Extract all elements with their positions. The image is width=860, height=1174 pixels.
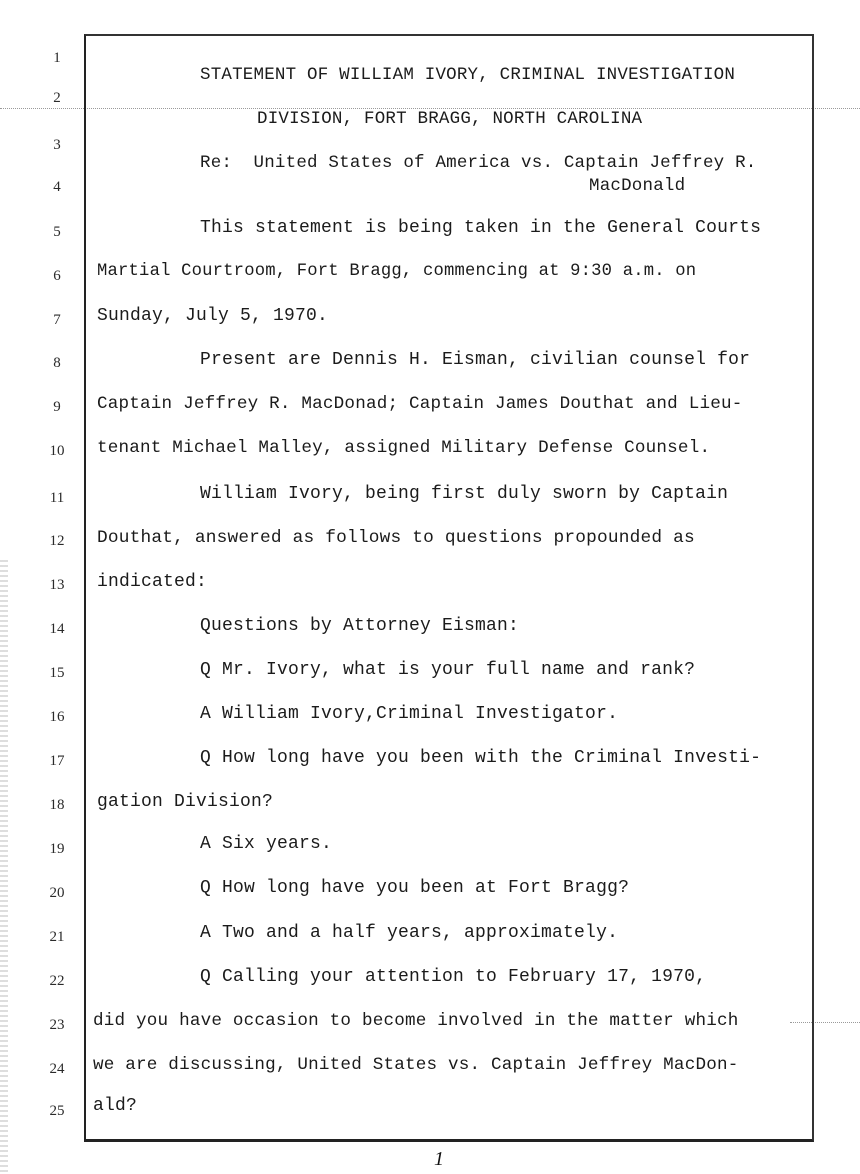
line-number: 10: [49, 443, 65, 459]
line-number: 12: [49, 533, 65, 549]
scan-edge-artifact: [0, 560, 8, 1174]
line-number: 4: [53, 179, 61, 195]
case-reference-line: Re: United States of America vs. Captain Jeffrey R.: [200, 153, 757, 173]
line-number: 1: [53, 50, 61, 66]
line-number: 25: [49, 1103, 65, 1119]
answer-line: A Six years.: [200, 834, 333, 854]
body-text-line: Captain Jeffrey R. MacDonad; Captain James Douthat and Lieu-: [97, 394, 743, 414]
answer-line: A William Ivory,Criminal Investigator.: [200, 704, 619, 724]
section-heading-line: Questions by Attorney Eisman:: [200, 616, 520, 636]
line-number: 11: [49, 490, 65, 506]
line-number: 23: [49, 1017, 65, 1033]
line-number: 20: [49, 885, 65, 901]
line-number: 6: [53, 268, 61, 284]
line-number: 22: [49, 973, 65, 989]
line-number: 21: [49, 929, 65, 945]
body-text-line: Martial Courtroom, Fort Bragg, commencing at 9:30 a.m. on: [97, 262, 697, 281]
line-number: 3: [53, 137, 61, 153]
line-number: 7: [53, 312, 61, 328]
line-number: 19: [49, 841, 65, 857]
question-line: Q Mr. Ivory, what is your full name and rank?: [200, 660, 696, 680]
question-line: Q Calling your attention to February 17, 1970,: [200, 967, 707, 987]
line-number: 17: [49, 753, 65, 769]
line-number: 15: [49, 665, 65, 681]
body-text-line: Douthat, answered as follows to questions propounded as: [97, 528, 695, 548]
page-number: 1: [434, 1148, 444, 1170]
line-number: 16: [49, 709, 65, 725]
body-text-line: tenant Michael Malley, assigned Military Defense Counsel.: [97, 438, 711, 458]
case-reference-line: MacDonald: [589, 176, 686, 196]
line-number: 2: [53, 90, 61, 106]
line-number: 8: [53, 355, 61, 371]
body-text-line: William Ivory, being first duly sworn by Captain: [200, 484, 729, 504]
body-text-line: indicated:: [97, 572, 208, 592]
body-text-line: Present are Dennis H. Eisman, civilian counsel for: [200, 350, 751, 370]
document-title-line: STATEMENT OF WILLIAM IVORY, CRIMINAL INVESTIGATION: [200, 65, 736, 85]
document-title-line: DIVISION, FORT BRAGG, NORTH CAROLINA: [257, 109, 643, 129]
line-number: 14: [49, 621, 65, 637]
question-line: Q How long have you been at Fort Bragg?: [200, 878, 630, 898]
question-line: did you have occasion to become involved in the matter which: [93, 1011, 739, 1031]
question-line: gation Division?: [97, 792, 274, 812]
body-text-line: Sunday, July 5, 1970.: [97, 306, 329, 326]
question-line: we are discussing, United States vs. Captain Jeffrey MacDon-: [93, 1055, 739, 1075]
question-line: Q How long have you been with the Criminal Investi-: [200, 748, 762, 768]
line-number: 24: [49, 1061, 65, 1077]
line-number: 18: [49, 797, 65, 813]
answer-line: A Two and a half years, approximately.: [200, 923, 619, 943]
line-number: 13: [49, 577, 65, 593]
line-number: 9: [53, 399, 61, 415]
body-text-line: This statement is being taken in the General Courts: [200, 218, 762, 238]
question-line: ald?: [93, 1096, 138, 1116]
line-number: 5: [53, 224, 61, 240]
